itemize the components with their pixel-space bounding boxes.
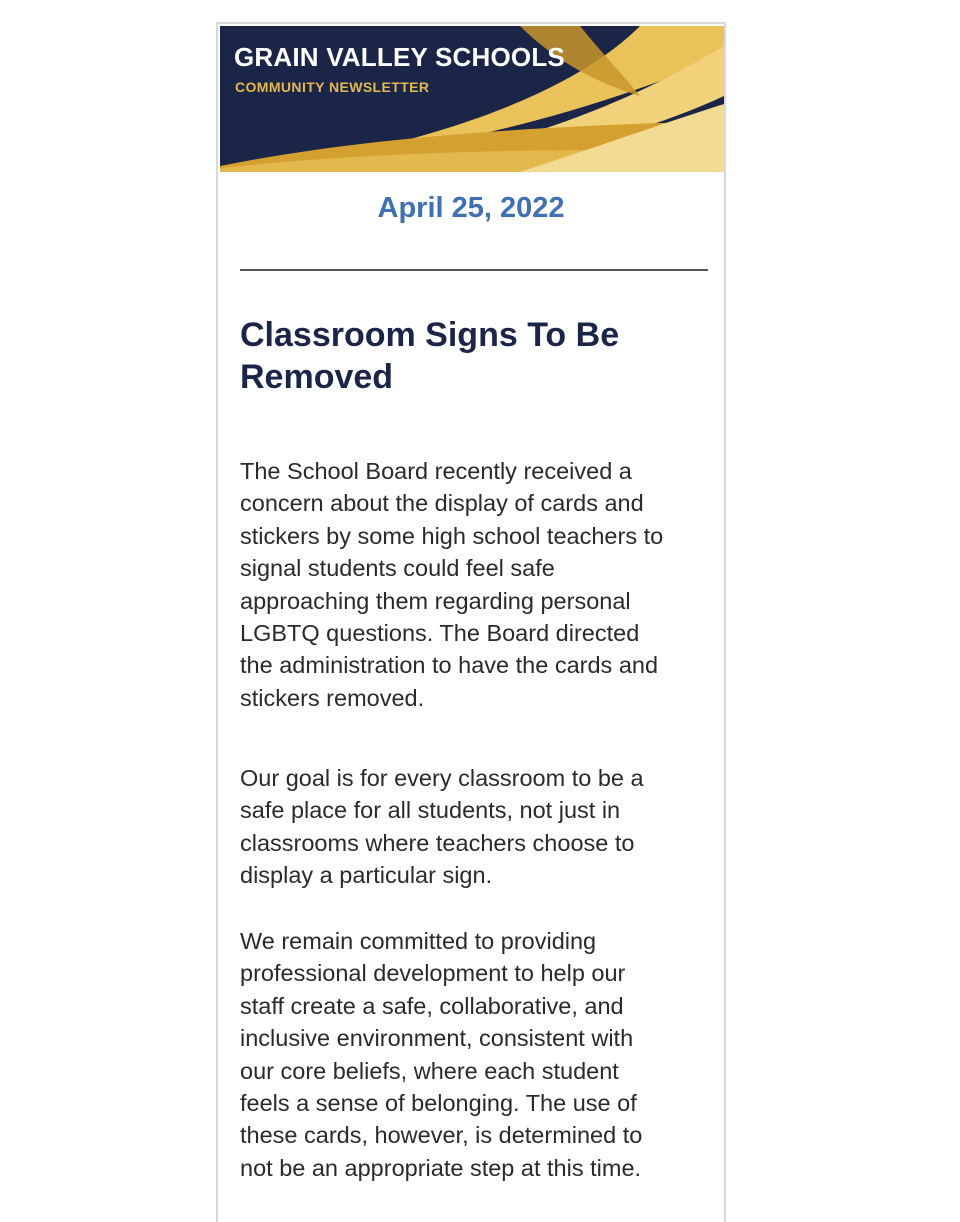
- paragraph-line: We remain committed to providing: [240, 928, 597, 954]
- paragraph-line: not be an appropriate step at this time.: [240, 1154, 642, 1181]
- paragraph-line: stickers by some high school teachers to: [240, 522, 664, 549]
- article-paragraph-3: [240, 925, 710, 1184]
- paragraph-line: display a particular sign.: [240, 862, 493, 889]
- article-paragraph-1: [240, 455, 710, 714]
- paragraph-line: approaching them regarding personal: [240, 587, 631, 614]
- paragraph-line: signal students could feel safe: [240, 555, 555, 582]
- paragraph-line: Our goal is for every classroom to be a: [240, 765, 644, 791]
- paragraph-line: The School Board recently received a: [240, 458, 632, 484]
- newsletter-subtitle: COMMUNITY NEWSLETTER: [235, 79, 430, 95]
- newsletter-date: April 25, 2022: [377, 192, 565, 224]
- school-name: GRAIN VALLEY SCHOOLS: [234, 42, 565, 72]
- paragraph-line: inclusive environment, consistent with: [240, 1025, 634, 1052]
- article-title: [240, 314, 710, 398]
- paragraph-line: LGBTQ questions. The Board directed: [240, 620, 640, 647]
- paragraph-line: professional development to help our: [240, 960, 626, 987]
- paragraph-line: staff create a safe, collaborative, and: [240, 992, 624, 1019]
- paragraph-line: our core beliefs, where each student: [240, 1057, 619, 1084]
- newsletter-banner: [220, 26, 724, 172]
- newsletter-frame: [216, 22, 726, 1222]
- paragraph-line: these cards, however, is determined to: [240, 1122, 643, 1149]
- paragraph-line: the administration to have the cards and: [240, 652, 659, 679]
- section-divider: [240, 269, 708, 271]
- article-title-line: Removed: [240, 358, 394, 396]
- paragraph-line: safe place for all students, not just in: [240, 797, 621, 824]
- paragraph-line: concern about the display of cards and: [240, 490, 644, 517]
- paragraph-line: stickers removed.: [240, 684, 425, 711]
- paragraph-line: classrooms where teachers choose to: [240, 829, 635, 856]
- article-title-line: Classroom Signs To Be: [240, 316, 620, 354]
- article-paragraph-2: [240, 762, 710, 892]
- paragraph-line: feels a sense of belonging. The use of: [240, 1090, 637, 1117]
